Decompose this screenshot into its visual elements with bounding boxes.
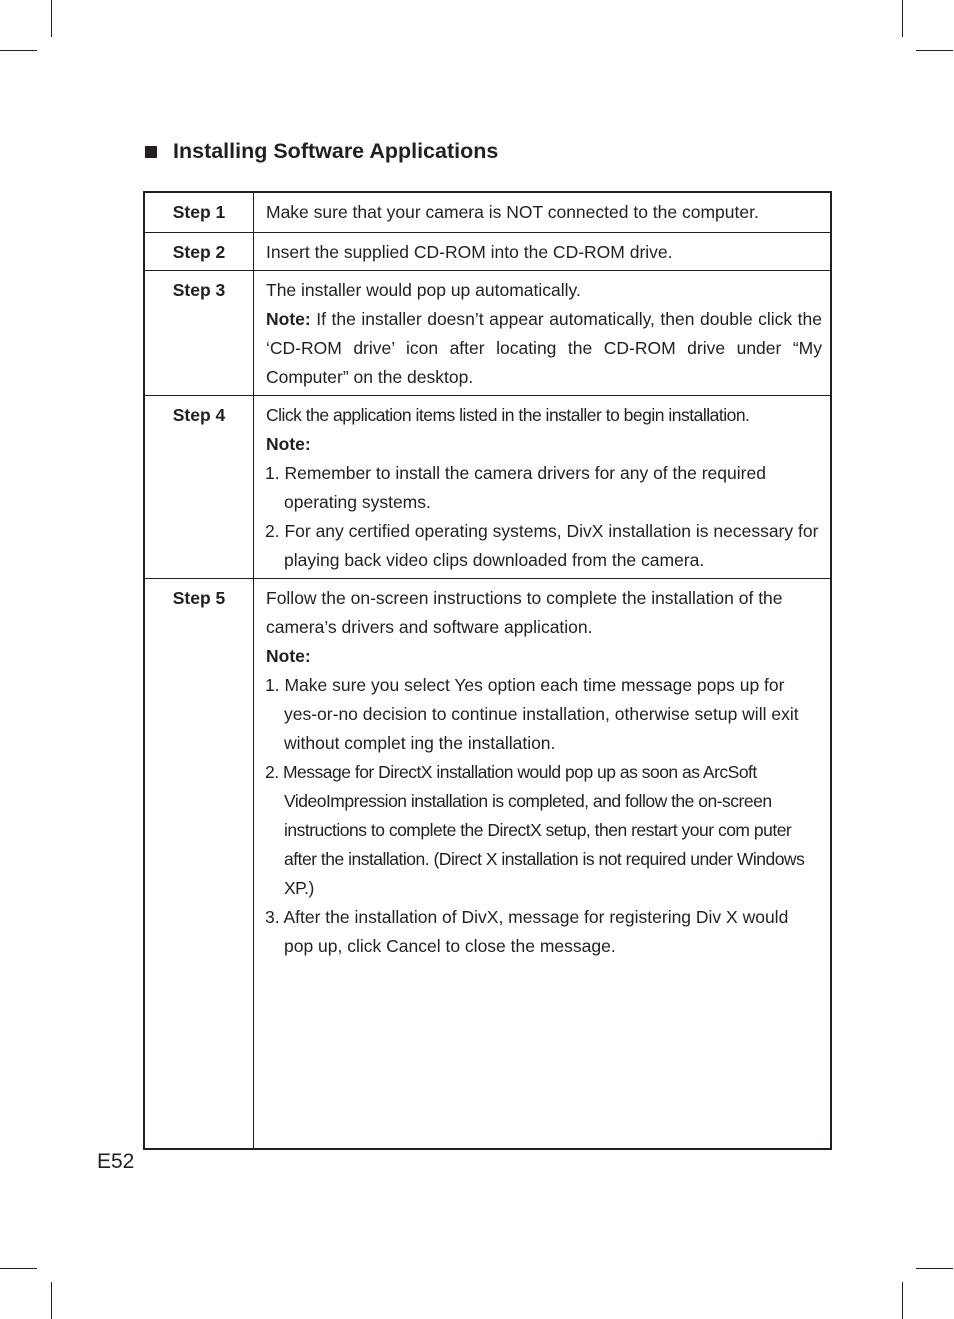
crop-mark	[51, 1282, 52, 1319]
step-label: Step 2	[144, 232, 254, 270]
step-text: Follow the on-screen instructions to complete the installation of the camera’s drivers and software application.	[266, 587, 783, 637]
table-row	[144, 270, 831, 395]
note-label: Note:	[266, 433, 311, 454]
step-content	[254, 395, 832, 578]
table-row	[144, 395, 831, 578]
crop-mark	[902, 0, 903, 37]
note-text: If the installer doesn’t appear automatically, then double click the ‘CD-ROM drive’ icon after locating the CD-ROM drive under “My Computer” on the desktop.	[266, 308, 822, 387]
list-item: 2. Message for DirectX installation would pop up as soon as ArcSoft VideoImpression installation is completed, and follow the on-screen instructions to complete the DirectX setup, then restart your com puter after the installation. (Direct X installation is not required under Windows XP.)	[265, 761, 805, 898]
list-item: 1. Make sure you select Yes option each time message pops up for yes-or-no decision to continue installation, otherwise setup will exit without complet ing the installation.	[265, 674, 799, 753]
square-bullet-icon	[145, 146, 157, 158]
table-row	[144, 578, 831, 1149]
step-content	[254, 578, 832, 1149]
step-text: The installer would pop up automatically.	[266, 279, 581, 300]
crop-mark	[51, 0, 52, 37]
crop-mark	[0, 50, 37, 51]
section-heading	[145, 139, 498, 164]
crop-mark	[916, 1268, 953, 1269]
step-text: Make sure that your camera is NOT connected to the computer.	[254, 192, 832, 232]
crop-mark	[902, 1282, 903, 1319]
note-label: Note:	[266, 308, 311, 329]
step-label: Step 4	[144, 395, 254, 578]
table-row	[144, 232, 831, 270]
step-content	[254, 270, 832, 395]
step-label: Step 3	[144, 270, 254, 395]
table-row	[144, 192, 831, 232]
step-note	[266, 305, 822, 392]
list-item: 2. For any certified operating systems, DivX installation is necessary for playing back video clips downloaded from the camera.	[265, 520, 819, 570]
step-label: Step 1	[144, 192, 254, 232]
note-label: Note:	[266, 645, 311, 666]
step-text: Click the application items listed in the installer to begin installation.	[266, 404, 750, 425]
steps-table	[143, 191, 832, 1150]
crop-mark	[916, 50, 953, 51]
page-number: E52	[97, 1150, 135, 1173]
heading-text: Installing Software Applications	[173, 139, 499, 163]
step-label: Step 5	[144, 578, 254, 1149]
step-text: Insert the supplied CD-ROM into the CD-ROM drive.	[254, 232, 832, 270]
list-item: 1. Remember to install the camera drivers for any of the required operating systems.	[265, 462, 766, 512]
list-item: 3. After the installation of DivX, message for registering Div X would pop up, click Cancel to close the message.	[265, 906, 789, 956]
crop-mark	[0, 1268, 37, 1269]
